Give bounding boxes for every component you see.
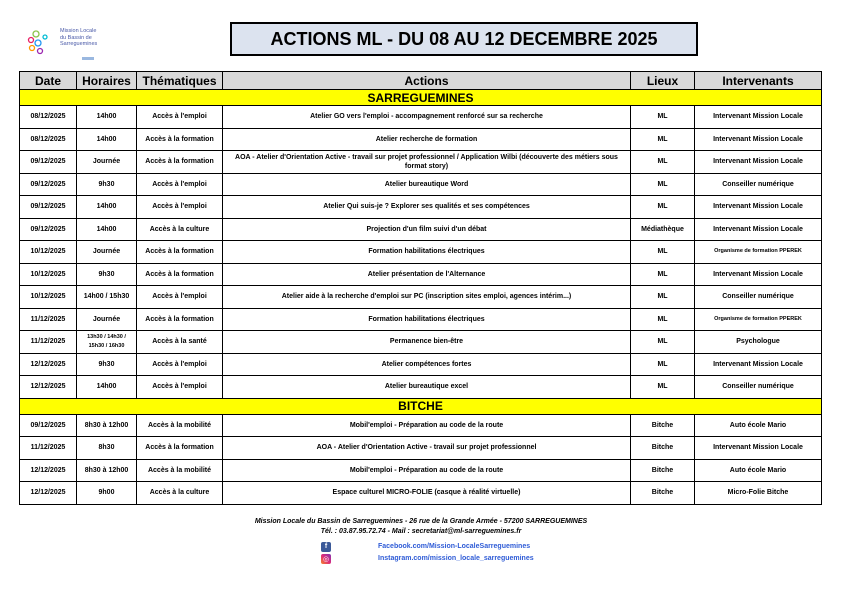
logo-text: Mission Locale du Bassin de Sarreguemines — [60, 28, 98, 47]
cell-date: 09/12/2025 — [20, 414, 77, 437]
cell-action: Atelier Qui suis-je ? Explorer ses qualités et ses compétences — [223, 196, 631, 219]
cell-lieu: ML — [631, 128, 695, 151]
cell-thematique: Accès à l'emploi — [137, 376, 223, 399]
cell-intervenant: Conseiller numérique — [695, 286, 822, 309]
cell-lieu: ML — [631, 331, 695, 354]
cell-horaires: 13h30 / 14h30 / 15h30 / 16h30 — [77, 331, 137, 354]
table-row — [20, 414, 822, 437]
header-intervenants: Intervenants — [695, 72, 822, 90]
cell-thematique: Accès à la culture — [137, 482, 223, 505]
table-row — [20, 376, 822, 399]
cell-horaires: 14h00 — [77, 196, 137, 219]
cell-lieu: ML — [631, 353, 695, 376]
page-title: ACTIONS ML - DU 08 AU 12 DECEMBRE 2025 — [230, 22, 698, 56]
cell-lieu: Bitche — [631, 414, 695, 437]
header-thematiques: Thématiques — [137, 72, 223, 90]
cell-lieu: Bitche — [631, 482, 695, 505]
cell-date: 08/12/2025 — [20, 106, 77, 129]
instagram-link-text[interactable]: Instagram.com/mission_locale_sarreguemines — [378, 555, 534, 562]
cell-intervenant: Auto école Mario — [695, 414, 822, 437]
cell-date: 11/12/2025 — [20, 331, 77, 354]
section-title: BITCHE — [20, 398, 822, 414]
cell-thematique: Accès à l'emploi — [137, 286, 223, 309]
cell-thematique: Accès à la formation — [137, 308, 223, 331]
table-row — [20, 106, 822, 129]
cell-lieu: ML — [631, 241, 695, 264]
section-title: SARREGUEMINES — [20, 90, 822, 106]
cell-lieu: ML — [631, 286, 695, 309]
mission-locale-logo — [26, 26, 108, 66]
cell-date: 12/12/2025 — [20, 482, 77, 505]
instagram-link[interactable] — [321, 553, 581, 564]
cell-intervenant: Intervenant Mission Locale — [695, 106, 822, 129]
cell-lieu: ML — [631, 308, 695, 331]
cell-action: Atelier GO vers l'emploi - accompagnement renforcé sur sa recherche — [223, 106, 631, 129]
cell-thematique: Accès à la formation — [137, 151, 223, 174]
cell-action: Atelier bureautique excel — [223, 376, 631, 399]
cell-date: 11/12/2025 — [20, 437, 77, 460]
header-horaires: Horaires — [77, 72, 137, 90]
header-row — [20, 72, 822, 90]
section-row — [20, 398, 822, 414]
instagram-icon: ◎ — [322, 555, 330, 563]
cell-action: Atelier compétences fortes — [223, 353, 631, 376]
cell-lieu: ML — [631, 106, 695, 129]
cell-lieu: ML — [631, 173, 695, 196]
table-row — [20, 286, 822, 309]
table-row — [20, 128, 822, 151]
cell-horaires: 9h00 — [77, 482, 137, 505]
cell-horaires: 14h00 — [77, 376, 137, 399]
cell-horaires: 8h30 à 12h00 — [77, 414, 137, 437]
cell-date: 10/12/2025 — [20, 286, 77, 309]
cell-action: Formation habilitations électriques — [223, 308, 631, 331]
cell-intervenant: Intervenant Mission Locale — [695, 263, 822, 286]
cell-date: 12/12/2025 — [20, 459, 77, 482]
cell-date: 10/12/2025 — [20, 241, 77, 264]
cell-intervenant: Intervenant Mission Locale — [695, 353, 822, 376]
table-row — [20, 173, 822, 196]
cell-thematique: Accès à la formation — [137, 241, 223, 264]
cell-action: AOA - Atelier d'Orientation Active - travail sur projet professionnel — [223, 437, 631, 460]
cell-intervenant: Intervenant Mission Locale — [695, 218, 822, 241]
cell-intervenant: Intervenant Mission Locale — [695, 151, 822, 174]
cell-horaires: Journée — [77, 308, 137, 331]
cell-thematique: Accès à l'emploi — [137, 173, 223, 196]
cell-intervenant: Intervenant Mission Locale — [695, 128, 822, 151]
cell-lieu: ML — [631, 151, 695, 174]
table-row — [20, 482, 822, 505]
cell-action: Espace culturel MICRO-FOLIE (casque à réalité virtuelle) — [223, 482, 631, 505]
cell-action: Atelier recherche de formation — [223, 128, 631, 151]
cell-action: Formation habilitations électriques — [223, 241, 631, 264]
header-lieux: Lieux — [631, 72, 695, 90]
cell-action: AOA - Atelier d'Orientation Active - travail sur projet professionnel / Application Wilbi (découverte des métiers sous format story) — [223, 151, 631, 174]
cell-date: 09/12/2025 — [20, 173, 77, 196]
cell-horaires: 14h00 / 15h30 — [77, 286, 137, 309]
cell-horaires: 8h30 à 12h00 — [77, 459, 137, 482]
facebook-link[interactable] — [321, 541, 581, 552]
cell-date: 12/12/2025 — [20, 353, 77, 376]
cell-thematique: Accès à la santé — [137, 331, 223, 354]
footer-address: Mission Locale du Bassin de Sarreguemines - 26 rue de la Grande Armée - 57200 SARREGUEMINES — [254, 518, 588, 525]
cell-horaires: 14h00 — [77, 128, 137, 151]
table-row — [20, 437, 822, 460]
facebook-icon: f — [321, 542, 331, 552]
cell-horaires: 8h30 — [77, 437, 137, 460]
cell-horaires: 14h00 — [77, 218, 137, 241]
cell-thematique: Accès à la mobilité — [137, 459, 223, 482]
cell-action: Atelier bureautique Word — [223, 173, 631, 196]
table-row — [20, 353, 822, 376]
cell-thematique: Accès à la formation — [137, 437, 223, 460]
cell-date: 09/12/2025 — [20, 218, 77, 241]
facebook-link-text[interactable]: Facebook.com/Mission-LocaleSarreguemines — [378, 543, 531, 550]
cell-date: 10/12/2025 — [20, 263, 77, 286]
cell-action: Atelier aide à la recherche d'emploi sur PC (inscription sites emploi, agences intérim...) — [223, 286, 631, 309]
header-actions: Actions — [223, 72, 631, 90]
cell-horaires: 14h00 — [77, 106, 137, 129]
footer-contact: Tél. : 03.87.95.72.74 - Mail : secretariat@ml-sarreguemines.fr — [320, 528, 522, 535]
cell-lieu: ML — [631, 196, 695, 219]
cell-intervenant: Intervenant Mission Locale — [695, 437, 822, 460]
cell-intervenant: Intervenant Mission Locale — [695, 196, 822, 219]
cell-intervenant: Organisme de formation PPEREK — [695, 241, 822, 264]
header-date: Date — [20, 72, 77, 90]
cell-lieu: ML — [631, 263, 695, 286]
table-row — [20, 331, 822, 354]
cell-thematique: Accès à la formation — [137, 128, 223, 151]
table-row — [20, 218, 822, 241]
cell-thematique: Accès à la formation — [137, 263, 223, 286]
schedule-table — [19, 71, 822, 505]
cell-thematique: Accès à la mobilité — [137, 414, 223, 437]
footer — [0, 517, 842, 537]
table-row — [20, 241, 822, 264]
cell-thematique: Accès à l'emploi — [137, 106, 223, 129]
cell-lieu: Bitche — [631, 459, 695, 482]
cell-lieu: Bitche — [631, 437, 695, 460]
cell-horaires: Journée — [77, 241, 137, 264]
cell-thematique: Accès à la culture — [137, 218, 223, 241]
cell-intervenant: Psychologue — [695, 331, 822, 354]
table-row — [20, 308, 822, 331]
cell-date: 09/12/2025 — [20, 196, 77, 219]
cell-date: 09/12/2025 — [20, 151, 77, 174]
cell-intervenant: Micro-Folie Bitche — [695, 482, 822, 505]
cell-intervenant: Conseiller numérique — [695, 173, 822, 196]
table-row — [20, 263, 822, 286]
cell-action: Mobil'emploi - Préparation au code de la route — [223, 414, 631, 437]
cell-horaires: 9h30 — [77, 353, 137, 376]
table-body — [20, 90, 822, 505]
logo-dots-icon — [26, 26, 60, 60]
cell-intervenant: Auto école Mario — [695, 459, 822, 482]
logo-bar — [82, 57, 94, 60]
cell-action: Permanence bien-être — [223, 331, 631, 354]
cell-intervenant: Conseiller numérique — [695, 376, 822, 399]
table-row — [20, 151, 822, 174]
cell-thematique: Accès à l'emploi — [137, 196, 223, 219]
cell-horaires: 9h30 — [77, 173, 137, 196]
cell-action: Projection d'un film suivi d'un débat — [223, 218, 631, 241]
cell-date: 12/12/2025 — [20, 376, 77, 399]
cell-lieu: Médiathèque — [631, 218, 695, 241]
cell-horaires: Journée — [77, 151, 137, 174]
cell-horaires: 9h30 — [77, 263, 137, 286]
cell-date: 11/12/2025 — [20, 308, 77, 331]
cell-date: 08/12/2025 — [20, 128, 77, 151]
table-row — [20, 196, 822, 219]
cell-thematique: Accès à l'emploi — [137, 353, 223, 376]
cell-action: Atelier présentation de l'Alternance — [223, 263, 631, 286]
cell-intervenant: Organisme de formation PPEREK — [695, 308, 822, 331]
cell-lieu: ML — [631, 376, 695, 399]
cell-action: Mobil'emploi - Préparation au code de la route — [223, 459, 631, 482]
table-row — [20, 459, 822, 482]
section-row — [20, 90, 822, 106]
